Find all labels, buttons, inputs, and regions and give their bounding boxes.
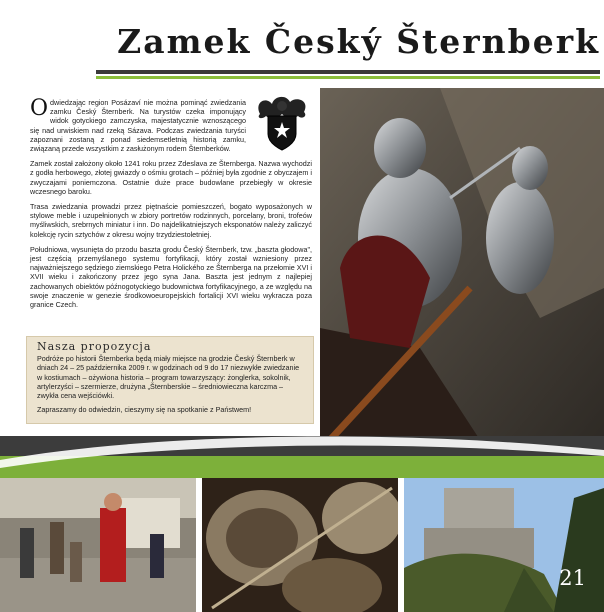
page-title: Zamek Český Šternberk <box>117 22 600 61</box>
article-paragraph-3: Trasa zwiedzania prowadzi przez piętnaście pomieszczeń, bogato wyposażonych w stylowe meble i uzupełnionych w zbiory portretów rodzinnych, porcelany, broni, trofeów myśliwskich, srebrnych miniatur i inn. Do najdelikatniejszych eksponatów należy zaliczyć kolekcję rycin sztychów z okresu wojny trzydziestoletniej. <box>30 202 312 239</box>
page-number: 21 <box>559 566 586 590</box>
article-text <box>30 98 312 315</box>
proposal-box <box>26 336 314 424</box>
proposal-text: Podróże po historii Šternberka będą miały miejsce na grodzie Český Šternberk w dniach 24 – 25 października 2009 r. w godzinach od 9 do 17 niezwykłe zwiedzanie w kostiumach – ożywiona historia – program towarzyszący: żonglerka, sokolnik, artylerzyści – szermierze, drużyna „Šternberskie – średniowieczna karczma – zwykła cena wejściówki. <box>37 354 300 401</box>
decorative-wave <box>0 430 604 482</box>
drop-cap: O <box>30 96 49 121</box>
article-paragraph-4: Południowa, wysunięta do przodu baszta grodu Český Šternberk, tzw. „baszta głodowa", jest częścią przemyślanego systemu fortyfikacji, który został wzniesiony przez najważniejszego sędziego ziemskiego Petra Holického ze Šternberga na przełomie XVI i XVII wieku i zakończony przez jego syna Jana. Baszta jest jednym z najlepiej zachowanych obiektów późnogotyckiego budownictwa fortyfikacyjnego, a ze względu na swoje znaczenie w genezie środkowoeuropejskich fortalicji XVI wieku wykracza poza granice Czech. <box>30 244 312 310</box>
article-paragraph-1-text: dwiedzając region Posázaví nie można pominąć zwiedzania zamku Český Šternberk. Na turystów czeka imponujący widok gotyckiego zamczyska, majestatycznie wznoszącego się nad urwiskiem nad rzeką Sázava. Podczas zwiedzania turyści zapoznani zostaną z ponad siedemsetletnią historią zamku, związaną przede wszystkim z zasłużonym rodem Šternberków. <box>30 98 246 154</box>
street-performers-photo <box>0 478 196 612</box>
armor-display-photo <box>202 478 398 612</box>
proposal-heading: Nasza propozycja <box>37 340 152 353</box>
coat-of-arms-icon <box>252 94 312 152</box>
article-paragraph-2: Zamek został założony około 1241 roku przez Zdeslava ze Šternberga. Nazwa wychodzi z godła herbowego, złotej gwiazdy o ośmiu grotach – później była zgodnie z obyczajem i zwyczajami poniemczona. Ostatnie duże prace budowlane przebiegły w okresie wczesnego baroku. <box>30 159 312 196</box>
title-accent-rule <box>96 76 600 79</box>
proposal-closing: Zapraszamy do odwiedzin, cieszymy się na spotkanie z Państwem! <box>37 405 252 415</box>
knights-fighting-photo <box>320 88 604 440</box>
title-rule <box>96 70 600 74</box>
